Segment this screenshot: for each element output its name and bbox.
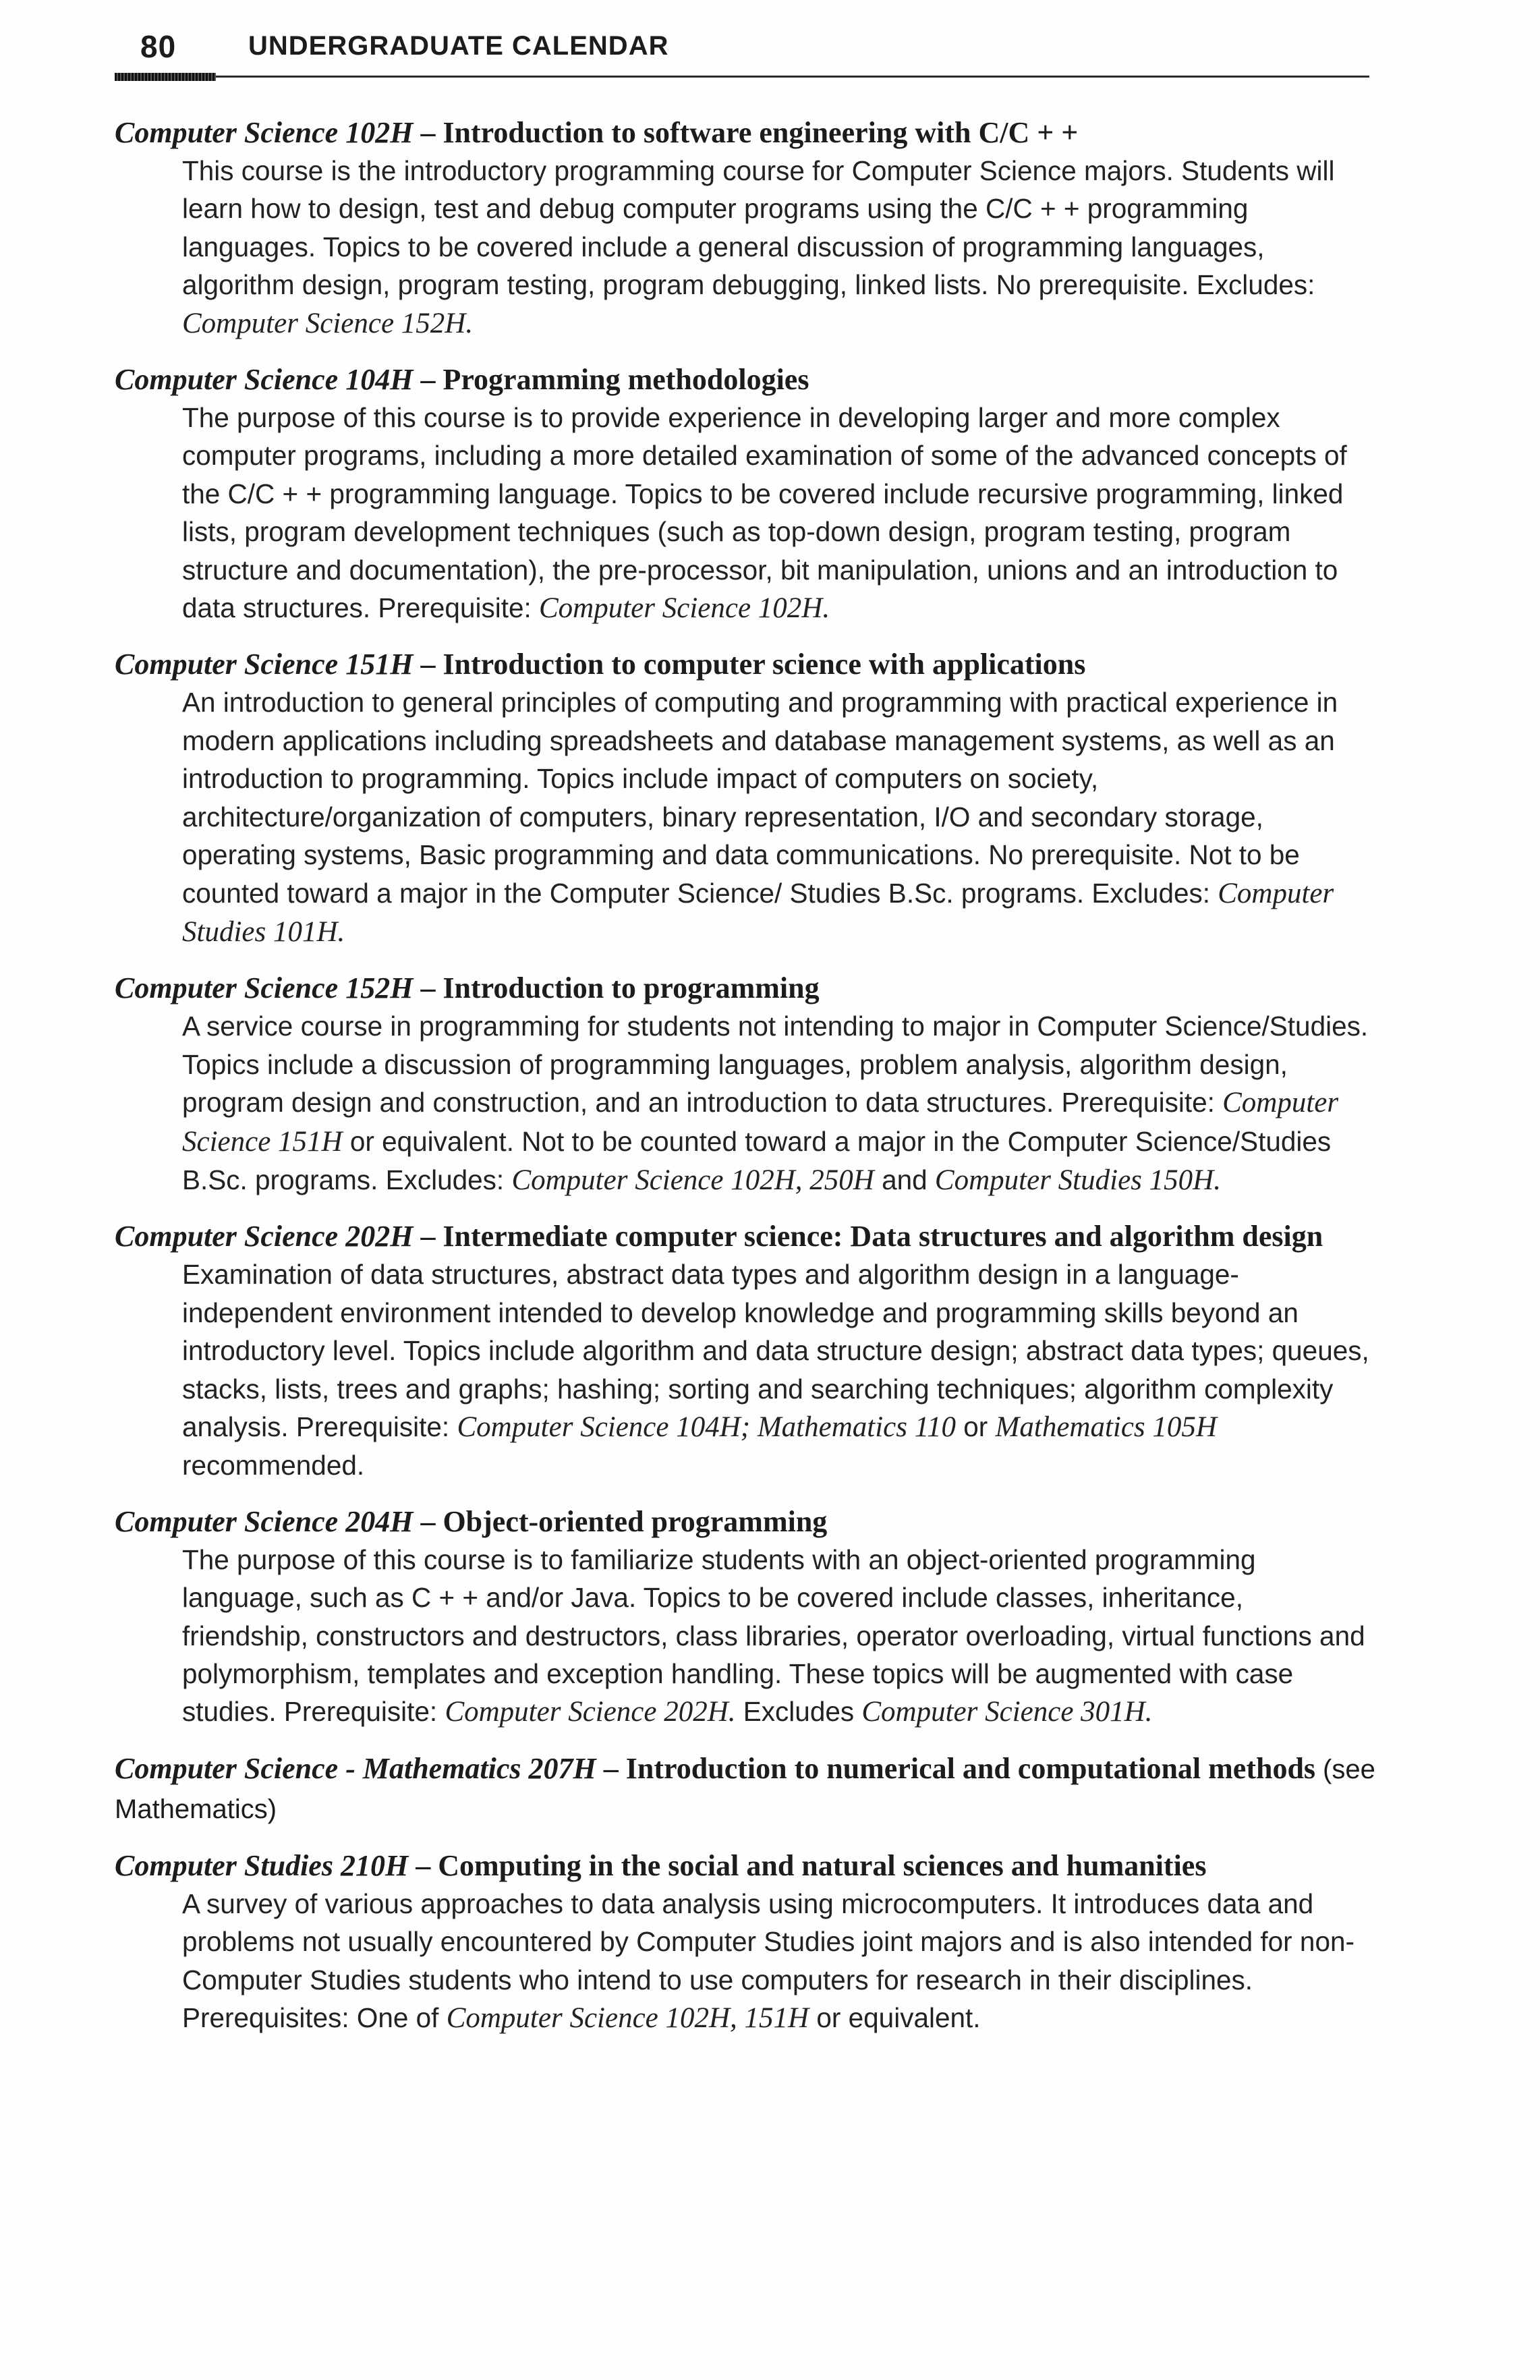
header-accent-bar <box>115 73 216 81</box>
course-entry <box>115 360 1376 627</box>
course-title: Introduction to numerical and computational methods <box>625 1751 1316 1785</box>
description-text: This course is the introductory programming course for Computer Science majors. Students will learn how to design, test and debug computer programs using the C/C + + programming languages. Topics to be covered include a general discussion of programming languages, algorithm design, program testing, program debugging, linked lists. No prerequisite. Excludes: <box>182 155 1335 301</box>
course-description <box>182 152 1376 343</box>
header-rule <box>115 76 1369 78</box>
course-heading: Computer Science - Mathematics 207H – Introduction to numerical and computational methods (see Mathematics) <box>115 1751 1375 1824</box>
description-text: or equivalent. Not to be counted toward a major in the Computer Science/Studies B.Sc. programs. Excludes: <box>182 1125 1332 1195</box>
course-title: Object-oriented programming <box>443 1504 828 1538</box>
course-reference: Computer Studies 150H. <box>934 1164 1221 1196</box>
description-text: Examination of data structures, abstract data types and algorithm design in a language-independent environment intended to develop knowledge and programming skills beyond an introductory level. Topics include algorithm and data structure design; abstract data types; queues, stacks, lists, trees and graphs; hashing; sorting and searching techniques; algorithm complexity analysis. Prerequisite: <box>182 1259 1369 1442</box>
description-text: or equivalent. <box>809 2002 981 2034</box>
page-number: 80 <box>140 29 177 64</box>
course-description <box>182 683 1376 951</box>
course-description <box>182 1541 1376 1732</box>
course-code: Computer Studies 210H <box>115 1848 409 1882</box>
course-reference: Computer Science 152H. <box>182 307 474 339</box>
course-note: (see Mathematics) <box>115 1754 1375 1824</box>
course-reference: Computer Science 102H, 151H <box>446 2002 809 2035</box>
course-description <box>182 1007 1376 1199</box>
course-reference: Computer Science 102H. <box>539 592 830 625</box>
course-heading: Computer Science 204H – Object-oriented programming <box>115 1504 828 1538</box>
description-text: The purpose of this course is to familiarize students with an object-oriented programming language, such as C + + and/or Java. Topics to be covered include classes, inheritance, friendship, constructors and destructors, class libraries, operator overloading, virtual functions and polymorphism, templates and exception handling. These topics will be augmented with case studies. Prerequisite: <box>182 1543 1365 1728</box>
course-heading: Computer Science 151H – Introduction to computer science with applications <box>115 648 1086 681</box>
description-text: A service course in programming for students not intending to major in Computer Science/Studies. Topics include a discussion of programming languages, problem analysis, algorithm design, program design and construction, and an introduction to data structures. Prerequisite: <box>182 1011 1369 1118</box>
course-entry <box>115 1217 1376 1484</box>
running-title: UNDERGRADUATE CALENDAR <box>248 31 669 61</box>
course-heading: Computer Science 102H – Introduction to software engineering with C/C + + <box>115 116 1079 149</box>
course-list <box>115 113 1376 2055</box>
course-reference: Computer Science 151H <box>182 1087 1339 1158</box>
course-title: Intermediate computer science: Data structures and algorithm design <box>443 1220 1323 1253</box>
course-title: Introduction to programming <box>443 971 820 1005</box>
course-reference: Computer Science 104H; Mathematics 110 <box>457 1411 957 1443</box>
description-text: recommended. <box>182 1450 365 1481</box>
course-entry <box>115 1846 1376 2038</box>
course-reference: Computer Science 202H. <box>445 1696 736 1728</box>
page-header <box>115 24 1369 85</box>
course-heading: Computer Science 202H – Intermediate computer science: Data structures and algorithm design <box>115 1220 1323 1253</box>
course-code: Computer Science - Mathematics 207H <box>115 1751 596 1785</box>
course-code: Computer Science 202H <box>115 1220 413 1253</box>
course-reference: Computer Science 301H. <box>861 1696 1153 1728</box>
description-text: or <box>956 1411 996 1442</box>
course-description <box>182 399 1376 627</box>
description-text: An introduction to general principles of computing and programming with practical experience in modern applications including spreadsheets and database management systems, as well as an introduction to programming. Topics include impact of computers on society, architecture/organization of computers, binary representation, I/O and secondary storage, operating systems, Basic programming and data communications. No prerequisite. Not to be counted toward a major in the Computer Science/ Studies B.Sc. programs. Excludes: <box>182 687 1338 909</box>
course-title: Introduction to software engineering with C/C + + <box>443 116 1079 149</box>
description-text: A survey of various approaches to data analysis using microcomputers. It introduces data and problems not usually encountered by Computer Studies joint majors and is also intended for non-Computer Studies students who intend to use computers for research in their disciplines. Prerequisites: One of <box>182 1888 1354 2034</box>
course-entry <box>115 1749 1376 1829</box>
course-heading: Computer Science 104H – Programming methodologies <box>115 363 809 397</box>
course-reference: Mathematics 105H <box>995 1411 1217 1443</box>
course-heading: Computer Studies 210H – Computing in the social and natural sciences and humanities <box>115 1848 1207 1882</box>
course-entry <box>115 645 1376 951</box>
course-title: Computing in the social and natural sciences and humanities <box>438 1848 1207 1882</box>
course-code: Computer Science 151H <box>115 648 413 681</box>
course-reference: Computer Studies 101H. <box>182 877 1334 948</box>
course-reference: Computer Science 102H, 250H <box>511 1164 874 1196</box>
course-description <box>182 1255 1376 1484</box>
description-text: and <box>874 1164 935 1195</box>
course-entry <box>115 1502 1376 1732</box>
description-text: The purpose of this course is to provide experience in developing larger and more complex computer programs, including a more detailed examination of some of the advanced concepts of the C/C + + programming language. Topics to be covered include recursive programming, linked lists, program development techniques (such as top-down design, program testing, program structure and documentation), the pre-processor, bit manipulation, unions and an introduction to data structures. Prerequisite: <box>182 402 1347 624</box>
course-code: Computer Science 104H <box>115 363 413 397</box>
description-text: Excludes <box>735 1696 862 1728</box>
course-code: Computer Science 152H <box>115 971 413 1005</box>
course-code: Computer Science 204H <box>115 1504 413 1538</box>
course-title: Introduction to computer science with applications <box>443 648 1086 681</box>
course-code: Computer Science 102H <box>115 116 413 149</box>
course-description <box>182 1885 1376 2038</box>
course-entry <box>115 113 1376 343</box>
course-entry <box>115 969 1376 1199</box>
course-heading: Computer Science 152H – Introduction to programming <box>115 971 820 1005</box>
course-title: Programming methodologies <box>443 363 809 397</box>
